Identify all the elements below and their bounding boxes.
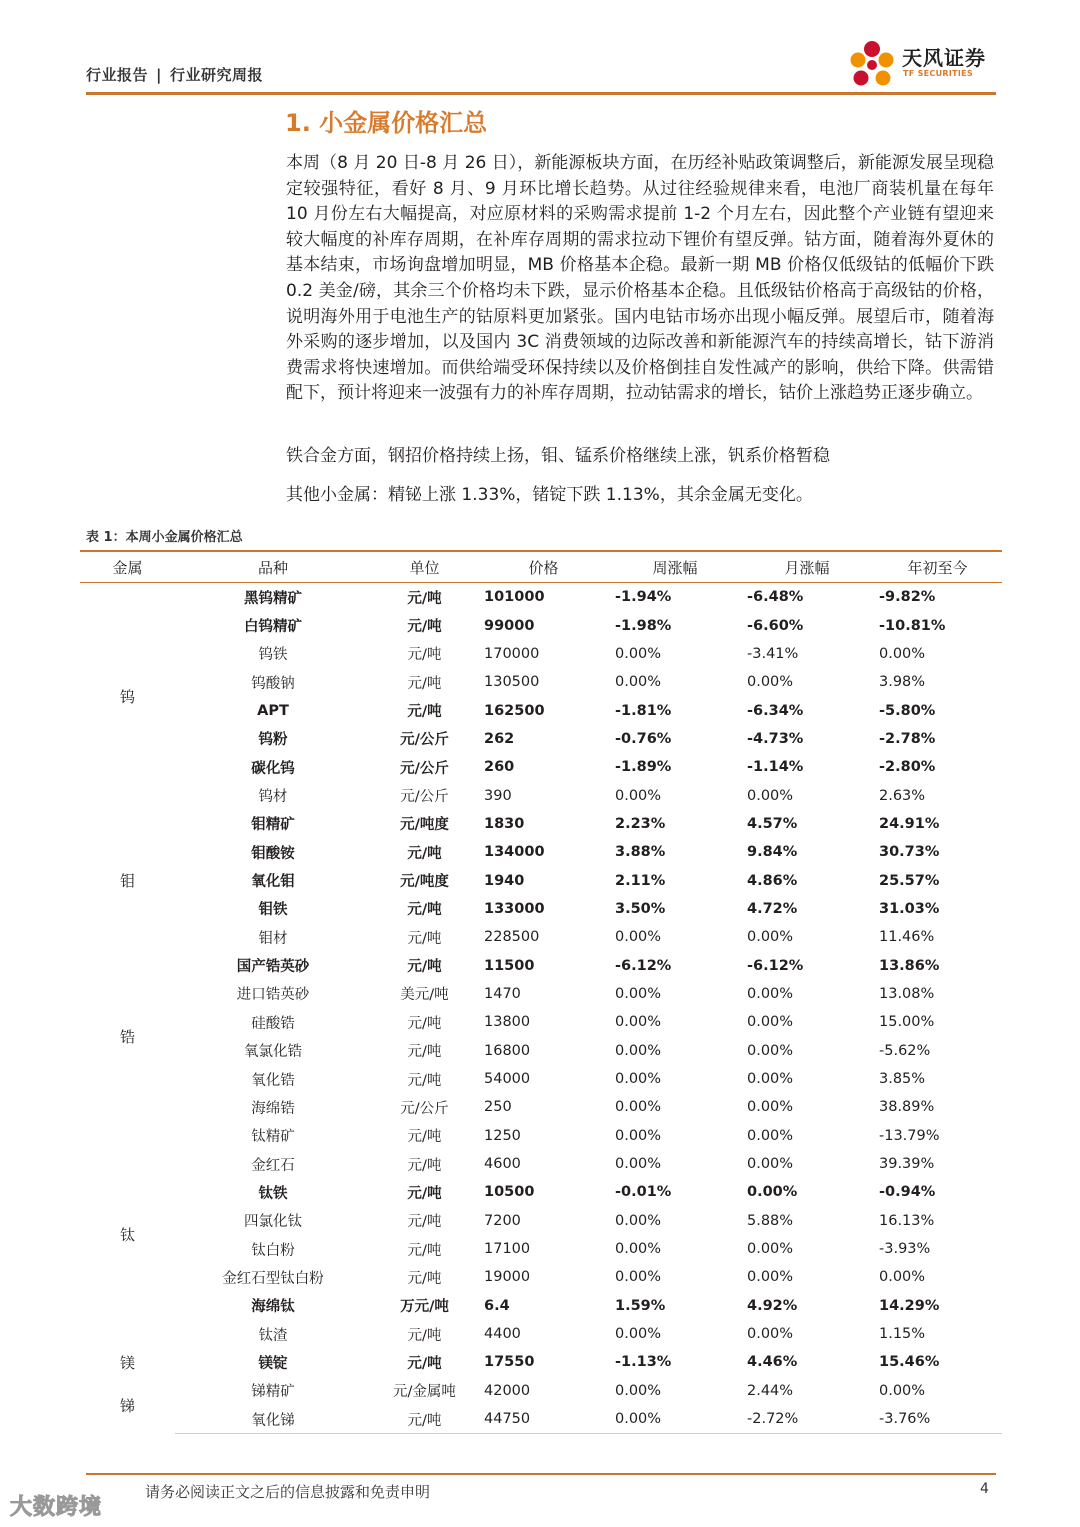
paragraph-other-metals: 其他小金属：精铋上涨 1.33%，锗锭下跌 1.13%，其余金属无变化。 — [286, 485, 813, 505]
cell-unit: 元/吨 — [407, 1015, 442, 1032]
cell-week-change: 0.00% — [615, 1326, 662, 1343]
table-row — [80, 1150, 1002, 1178]
cell-ytd-change: 39.39% — [879, 1156, 935, 1173]
table-row — [80, 980, 1002, 1008]
table-row — [80, 866, 1002, 894]
cell-variety: 黑钨精矿 — [244, 590, 302, 607]
logo-name-cn: 天风证券 — [902, 46, 986, 70]
cell-ytd-change: 0.00% — [879, 645, 926, 662]
report-subtype: 行业研究周报 — [170, 66, 264, 84]
header-separator: | — [156, 66, 162, 84]
cell-variety: 钛白粉 — [251, 1242, 295, 1259]
cell-variety: 钼精矿 — [251, 817, 295, 834]
header-variety: 品种 — [175, 551, 371, 583]
cell-price: 4400 — [484, 1326, 521, 1343]
cell-price: 19000 — [484, 1269, 531, 1286]
cell-week-change: 0.00% — [615, 929, 662, 946]
cell-variety: APT — [257, 702, 289, 719]
cell-variety: 海绵钛 — [251, 1299, 295, 1316]
cell-unit: 元/吨 — [407, 930, 442, 947]
cell-month-change: 0.00% — [747, 1127, 794, 1144]
cell-week-change: -1.94% — [615, 589, 672, 606]
cell-price: 6.4 — [484, 1297, 510, 1314]
cell-unit: 元/吨 — [407, 647, 442, 664]
cell-variety: 钛精矿 — [251, 1129, 295, 1146]
cell-week-change: 0.00% — [615, 1071, 662, 1088]
cell-price: 17550 — [484, 1354, 535, 1371]
cell-price: 228500 — [484, 929, 540, 946]
cell-ytd-change: 0.00% — [879, 1382, 926, 1399]
cell-ytd-change: 31.03% — [879, 900, 940, 917]
cell-unit: 元/吨 — [407, 704, 442, 721]
cell-variety: 氧化锆 — [251, 1072, 295, 1089]
cell-variety: 钛渣 — [258, 1327, 288, 1344]
cell-variety: 钨酸钠 — [251, 675, 295, 692]
cell-month-change: 4.46% — [747, 1354, 798, 1371]
cell-ytd-change: -5.62% — [879, 1042, 931, 1059]
cell-month-change: -6.48% — [747, 589, 804, 606]
cell-week-change: 0.00% — [615, 1156, 662, 1173]
cell-week-change: -6.12% — [615, 957, 672, 974]
table-row — [80, 895, 1002, 923]
table-row — [80, 583, 1002, 612]
cell-month-change: 5.88% — [747, 1212, 794, 1229]
cell-price: 260 — [484, 759, 515, 776]
cell-unit: 元/公斤 — [400, 789, 449, 806]
table-row — [80, 668, 1002, 696]
cell-week-change: 0.00% — [615, 985, 662, 1002]
cell-ytd-change: -2.80% — [879, 759, 936, 776]
cell-unit: 元/公斤 — [400, 760, 449, 777]
cell-variety: 钼铁 — [258, 902, 288, 919]
cell-ytd-change: 15.00% — [879, 1014, 935, 1031]
cell-variety: 海绵锆 — [251, 1100, 295, 1117]
cell-month-change: 0.00% — [747, 787, 794, 804]
cell-variety: 金红石型钛白粉 — [222, 1270, 324, 1287]
watermark: 大数跨境 — [10, 1495, 103, 1520]
cell-week-change: -1.13% — [615, 1354, 672, 1371]
cell-price: 44750 — [478, 1405, 609, 1434]
cell-unit: 元/公斤 — [400, 732, 449, 749]
cell-week-change: 0.00% — [615, 1212, 662, 1229]
cell-price: 11500 — [484, 957, 535, 974]
cell-price: 42000 — [484, 1382, 531, 1399]
cell-month-change: 9.84% — [747, 844, 798, 861]
cell-variety: 碳化钨 — [251, 760, 295, 777]
cell-week-change: 0.00% — [609, 1405, 741, 1434]
table-row — [80, 611, 1002, 639]
table-row — [80, 838, 1002, 866]
cell-week-change: -1.81% — [615, 702, 672, 719]
cell-week-change: 0.00% — [615, 787, 662, 804]
header-week-change: 周涨幅 — [609, 551, 741, 583]
cell-month-change: 0.00% — [747, 1184, 798, 1201]
cell-week-change: 0.00% — [615, 1382, 662, 1399]
cell-unit: 元/吨 — [407, 1242, 442, 1259]
cell-month-change: -6.12% — [747, 957, 804, 974]
report-type: 行业报告 — [86, 66, 149, 84]
table-row — [80, 923, 1002, 951]
cell-price: 17100 — [484, 1241, 531, 1258]
cell-unit: 元/吨 — [407, 619, 442, 636]
cell-ytd-change: -3.93% — [879, 1241, 931, 1258]
cell-month-change: 0.00% — [747, 1099, 794, 1116]
cell-week-change: 2.11% — [615, 872, 666, 889]
table-row — [80, 1320, 1002, 1348]
cell-month-change: -4.73% — [747, 730, 804, 747]
cell-unit: 元/吨 — [407, 675, 442, 692]
cell-unit: 元/吨度 — [400, 874, 449, 891]
cell-variety: 四氯化钛 — [244, 1214, 302, 1231]
cell-week-change: 0.00% — [615, 1099, 662, 1116]
cell-week-change: 0.00% — [615, 1127, 662, 1144]
cell-price: 10500 — [484, 1184, 535, 1201]
table-row — [80, 1093, 1002, 1121]
table-row — [80, 1037, 1002, 1065]
flower-logo-icon — [846, 38, 898, 92]
cell-unit: 美元/吨 — [400, 987, 449, 1004]
cell-unit: 元/吨 — [407, 959, 442, 976]
cell-variety: 进口锆英砂 — [236, 987, 310, 1004]
cell-variety: 镁锭 — [258, 1355, 288, 1372]
cell-week-change: -1.89% — [615, 759, 672, 776]
cell-unit: 元/吨 — [407, 1157, 442, 1174]
footer-disclaimer: 请务必阅读正文之后的信息披露和免责申明 — [145, 1483, 431, 1501]
cell-unit: 元/吨 — [407, 1270, 442, 1287]
table-header-row — [80, 551, 1002, 583]
table-row — [80, 1292, 1002, 1320]
logo-name-en: TF SECURITIES — [903, 69, 973, 78]
section-title: 1. 小金属价格汇总 — [285, 109, 488, 137]
paragraph-ferroalloy: 铁合金方面，钢招价格持续上扬，钼、锰系价格继续上涨，钒系价格暂稳 — [286, 446, 830, 466]
cell-ytd-change: 3.85% — [879, 1071, 926, 1088]
cell-month-change: 2.44% — [747, 1382, 794, 1399]
cell-ytd-change: 0.00% — [879, 1269, 926, 1286]
cell-variety: 钛铁 — [258, 1185, 288, 1202]
cell-unit: 元/吨 — [407, 1129, 442, 1146]
cell-unit: 元/金属吨 — [393, 1384, 456, 1401]
cell-ytd-change: 25.57% — [879, 872, 940, 889]
cell-month-change: 0.00% — [747, 929, 794, 946]
cell-week-change: 0.00% — [615, 1014, 662, 1031]
cell-month-change: 0.00% — [747, 1042, 794, 1059]
price-table-container — [80, 550, 1002, 1434]
cell-price: 262 — [484, 730, 515, 747]
cell-month-change: 0.00% — [747, 1241, 794, 1258]
cell-ytd-change: -2.78% — [879, 730, 936, 747]
cell-variety: 国产锆英砂 — [236, 959, 310, 976]
cell-price: 1830 — [484, 815, 525, 832]
table-caption: 表 1：本周小金属价格汇总 — [86, 530, 243, 545]
table-row — [80, 1235, 1002, 1263]
table-body — [80, 583, 1002, 1434]
cell-unit: 元/吨 — [407, 1327, 442, 1344]
header-metal: 金属 — [80, 551, 175, 583]
cell-variety: 氧化锑 — [175, 1405, 371, 1434]
cell-ytd-change: 14.29% — [879, 1297, 940, 1314]
cell-week-change: -0.76% — [615, 730, 672, 747]
paragraph-market-summary: 本周（8 月 20 日-8 月 26 日），新能源板块方面，在历经补贴政策调整后，新能源发展呈现稳定较强特征，看好 8 月、9 月环比增长趋势。从过往经验规律来看，电池厂商装机量在每年 10 月份左右大幅提高，对应原材料的采购需求提前 1-2 个月左右，因此整个产业链有望迎来较大幅度的补库存周期，在补库存周期的需求拉动下锂价有望反弹。钴方面，随着海外夏休的基本结束，市场询盘增加明显，MB 价格基本企稳。最新一期 MB 价格仅低级钴的低幅价下跌 0.2 美金/磅，其余三个价格均未下跌，显示价格基本企稳。且低级钴价格高于高级钴的价格，说明海外用于电池生产的钴原料更加紧张。国内电钴市场亦出现小幅反弹。展望后市，随着海外采购的逐步增加，以及国内 3C 消费领域的边际改善和新能源汽车的持续高增长，钴下游消费需求将快速增加。而供给端受环保持续以及价格倒挂自发性减产的影响，供给下降。供需错配下，预计将迎来一波强有力的补库存周期，拉动钴需求的增长，钴价上涨趋势正逐步确立。 — [286, 153, 994, 404]
header-month-change: 月涨幅 — [741, 551, 873, 583]
table-row — [80, 1065, 1002, 1093]
cell-week-change: 0.00% — [615, 645, 662, 662]
cell-month-change: 4.92% — [747, 1297, 798, 1314]
table-row — [80, 1405, 1002, 1434]
cell-price: 1940 — [484, 872, 525, 889]
cell-price: 4600 — [484, 1156, 521, 1173]
cell-ytd-change: 1.15% — [879, 1326, 926, 1343]
cell-metal: 钼 — [119, 872, 135, 891]
cell-ytd-change: 16.13% — [879, 1212, 935, 1229]
cell-price: 390 — [484, 787, 512, 804]
cell-ytd-change: 13.86% — [879, 957, 940, 974]
cell-unit: 元/吨 — [407, 1072, 442, 1089]
cell-ytd-change: -0.94% — [879, 1184, 936, 1201]
cell-week-change: 0.00% — [615, 1241, 662, 1258]
cell-ytd-change: 24.91% — [879, 815, 940, 832]
table-row — [80, 781, 1002, 809]
table-row — [80, 1178, 1002, 1206]
cell-ytd-change: -13.79% — [879, 1127, 940, 1144]
table-row — [80, 951, 1002, 979]
company-logo — [846, 38, 996, 92]
cell-ytd-change: -3.76% — [873, 1405, 1002, 1434]
cell-month-change: -3.41% — [747, 645, 799, 662]
cell-price: 170000 — [484, 645, 540, 662]
cell-unit: 元/吨 — [407, 1185, 442, 1202]
table-row — [80, 810, 1002, 838]
cell-variety: 白钨精矿 — [244, 619, 302, 636]
table-row — [80, 725, 1002, 753]
cell-ytd-change: 30.73% — [879, 844, 940, 861]
cell-unit: 元/吨度 — [400, 817, 449, 834]
cell-price: 99000 — [484, 617, 535, 634]
cell-variety: 金红石 — [251, 1157, 295, 1174]
table-row — [80, 753, 1002, 781]
cell-month-change: -2.72% — [741, 1405, 873, 1434]
table-row — [80, 1263, 1002, 1291]
price-table — [80, 550, 1002, 1434]
cell-ytd-change: 38.89% — [879, 1099, 935, 1116]
cell-month-change: -1.14% — [747, 759, 804, 776]
cell-price: 133000 — [484, 900, 545, 917]
cell-metal: 锑 — [119, 1396, 135, 1415]
cell-variety: 氧化钼 — [251, 874, 295, 891]
cell-ytd-change: 3.98% — [879, 674, 926, 691]
cell-price: 130500 — [484, 674, 540, 691]
cell-week-change: 3.88% — [615, 844, 666, 861]
cell-week-change: 2.23% — [615, 815, 666, 832]
footer-rule — [86, 1473, 996, 1475]
cell-ytd-change: 15.46% — [879, 1354, 940, 1371]
cell-week-change: 3.50% — [615, 900, 666, 917]
cell-unit: 元/吨 — [371, 1405, 478, 1434]
table-row — [80, 1348, 1002, 1376]
cell-variety: 钼酸铵 — [251, 845, 295, 862]
cell-variety: 钨材 — [258, 789, 288, 806]
cell-variety: 钼材 — [258, 930, 288, 947]
table-row — [80, 1377, 1002, 1405]
cell-price: 13800 — [484, 1014, 531, 1031]
page-number: 4 — [980, 1481, 989, 1497]
cell-month-change: 0.00% — [747, 1014, 794, 1031]
table-row — [80, 1122, 1002, 1150]
cell-month-change: -6.34% — [747, 702, 804, 719]
cell-price: 54000 — [484, 1071, 531, 1088]
cell-month-change: 4.86% — [747, 872, 798, 889]
header-unit: 单位 — [371, 551, 478, 583]
cell-metal: 钨 — [119, 687, 135, 706]
cell-ytd-change: -9.82% — [879, 589, 936, 606]
cell-metal: 锆 — [119, 1028, 135, 1046]
cell-month-change: 0.00% — [747, 1326, 794, 1343]
cell-month-change: 4.57% — [747, 815, 798, 832]
cell-month-change: 4.72% — [747, 900, 798, 917]
cell-unit: 元/吨 — [407, 845, 442, 862]
header-price: 价格 — [478, 551, 609, 583]
table-row — [80, 1008, 1002, 1036]
table-row — [80, 1207, 1002, 1235]
cell-price: 134000 — [484, 844, 545, 861]
cell-variety: 钨铁 — [258, 647, 288, 664]
cell-month-change: 0.00% — [747, 1156, 794, 1173]
cell-week-change: 0.00% — [615, 1042, 662, 1059]
cell-month-change: -6.60% — [747, 617, 804, 634]
cell-variety: 锑精矿 — [251, 1384, 295, 1401]
cell-variety: 氧氯化锆 — [244, 1044, 302, 1061]
cell-ytd-change: -5.80% — [879, 702, 936, 719]
cell-price: 1470 — [484, 985, 521, 1002]
report-category — [86, 64, 263, 85]
table-row — [80, 640, 1002, 668]
cell-price: 250 — [484, 1099, 512, 1116]
cell-unit: 元/公斤 — [400, 1100, 449, 1117]
cell-month-change: 0.00% — [747, 1071, 794, 1088]
cell-variety: 钨粉 — [258, 732, 288, 749]
cell-unit: 元/吨 — [407, 590, 442, 607]
page-header — [86, 46, 996, 92]
cell-week-change: 0.00% — [615, 1269, 662, 1286]
cell-price: 162500 — [484, 702, 545, 719]
cell-month-change: 0.00% — [747, 1269, 794, 1286]
cell-ytd-change: -10.81% — [879, 617, 946, 634]
cell-month-change: 0.00% — [747, 674, 794, 691]
cell-price: 7200 — [484, 1212, 521, 1229]
table-row — [80, 696, 1002, 724]
cell-ytd-change: 13.08% — [879, 985, 935, 1002]
cell-unit: 元/吨 — [407, 902, 442, 919]
cell-price: 16800 — [484, 1042, 531, 1059]
cell-unit: 元/吨 — [407, 1044, 442, 1061]
cell-unit: 元/吨 — [407, 1355, 442, 1372]
cell-unit: 元/吨 — [407, 1214, 442, 1231]
cell-month-change: 0.00% — [747, 985, 794, 1002]
cell-week-change: 1.59% — [615, 1297, 666, 1314]
cell-metal: 镁 — [119, 1353, 135, 1372]
cell-ytd-change: 11.46% — [879, 929, 935, 946]
cell-week-change: -0.01% — [615, 1184, 672, 1201]
cell-price: 1250 — [484, 1127, 521, 1144]
cell-week-change: 0.00% — [615, 674, 662, 691]
header-rule — [86, 92, 996, 95]
cell-metal: 钛 — [119, 1226, 135, 1245]
header-ytd-change: 年初至今 — [873, 551, 1002, 583]
cell-ytd-change: 2.63% — [879, 787, 926, 804]
cell-week-change: -1.98% — [615, 617, 672, 634]
cell-unit: 万元/吨 — [400, 1299, 449, 1316]
cell-price: 101000 — [484, 589, 545, 606]
cell-variety: 硅酸锆 — [251, 1015, 295, 1032]
